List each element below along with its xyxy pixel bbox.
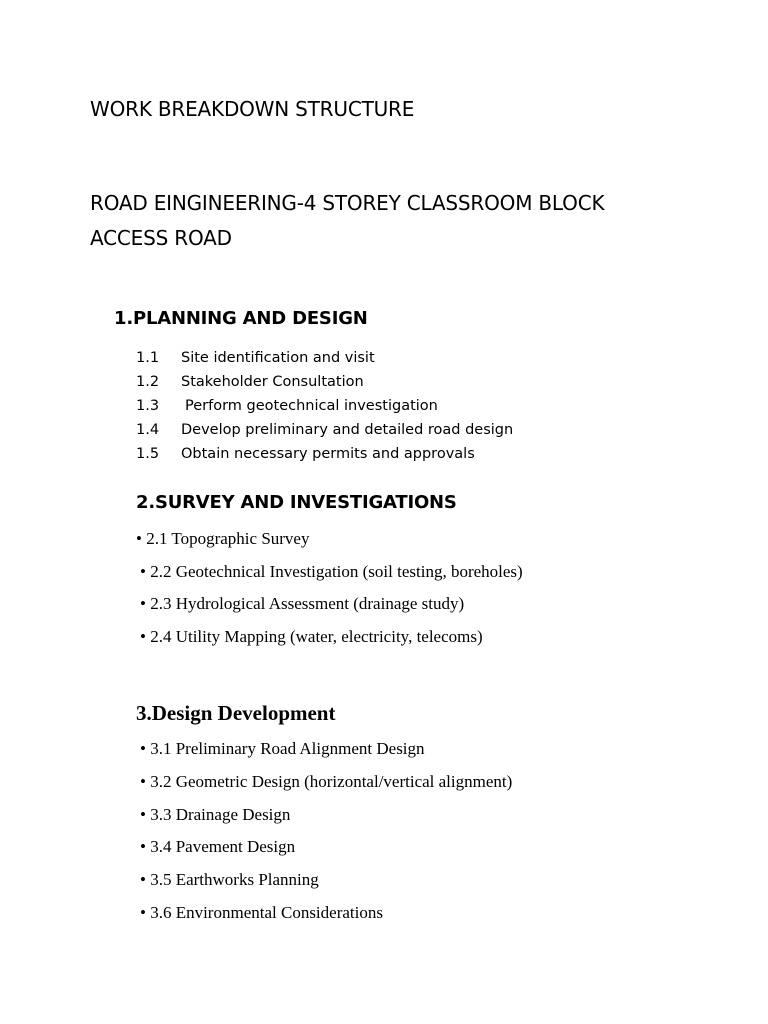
list-item	[136, 346, 513, 370]
item-number: 1.3	[136, 398, 160, 414]
section-heading-survey-investigations: 2.SURVEY AND INVESTIGATIONS	[136, 492, 457, 513]
item-text: Perform geotechnical investigation	[185, 398, 438, 414]
subtitle-line-1: ROAD EINGINEERING-4 STOREY CLASSROOM BLOCK	[90, 191, 605, 215]
design-development-list	[140, 739, 512, 936]
list-item	[136, 418, 513, 442]
list-item	[136, 370, 513, 394]
document-subtitle	[90, 186, 604, 256]
list-item: • 3.4 Pavement Design	[140, 837, 296, 857]
item-text: Develop preliminary and detailed road design	[181, 422, 514, 438]
item-text: Site identification and visit	[181, 350, 375, 366]
survey-investigations-list	[136, 529, 523, 660]
item-number: 1.2	[136, 374, 160, 390]
item-number: 1.1	[136, 350, 160, 366]
list-item: • 3.2 Geometric Design (horizontal/vertical alignment)	[140, 771, 513, 791]
list-item: • 3.6 Environmental Considerations	[140, 902, 383, 922]
list-item: • 2.4 Utility Mapping (water, electricity, telecoms)	[140, 627, 483, 647]
item-number: 1.5	[136, 446, 160, 462]
item-text: Stakeholder Consultation	[181, 374, 364, 390]
document-title: WORK BREAKDOWN STRUCTURE	[90, 97, 415, 121]
list-item: • 3.3 Drainage Design	[140, 804, 291, 824]
subtitle-line-2: ACCESS ROAD	[90, 226, 232, 250]
list-item: • 2.1 Topographic Survey	[136, 529, 310, 548]
section-heading-design-development: 3.Design Development	[136, 701, 336, 725]
list-item	[136, 442, 513, 466]
list-item: • 3.1 Preliminary Road Alignment Design	[140, 739, 425, 758]
item-text: Obtain necessary permits and approvals	[181, 446, 475, 462]
item-number: 1.4	[136, 422, 160, 438]
list-item	[136, 394, 513, 418]
list-item: • 2.2 Geotechnical Investigation (soil testing, boreholes)	[140, 561, 523, 581]
list-item: • 2.3 Hydrological Assessment (drainage study)	[140, 594, 465, 614]
section-heading-planning-design: 1.PLANNING AND DESIGN	[114, 308, 368, 329]
planning-design-list	[136, 346, 513, 466]
list-item: • 3.5 Earthworks Planning	[140, 870, 319, 890]
